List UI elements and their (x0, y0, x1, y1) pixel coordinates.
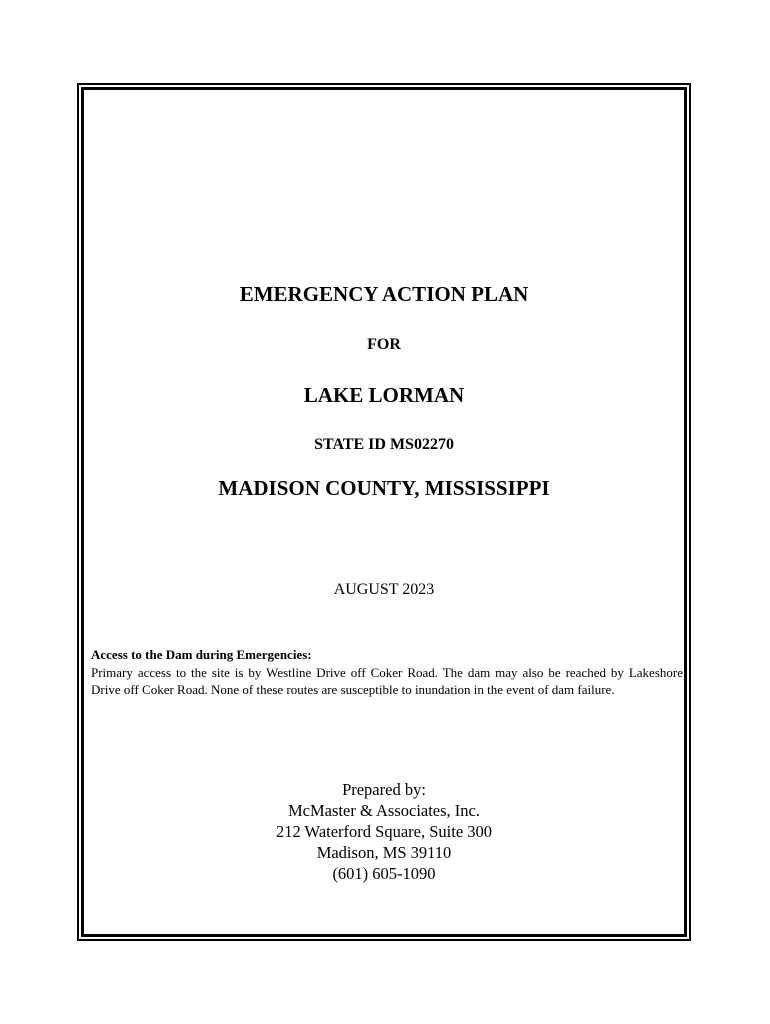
company-name: McMaster & Associates, Inc. (288, 801, 480, 820)
state-id: STATE ID MS02270 (314, 436, 454, 453)
dam-name: LAKE LORMAN (303, 383, 465, 407)
for-label: FOR (367, 336, 401, 353)
access-body: Primary access to the site is by Westline Drive off Coker Road. The dam may also be reached by Lakeshore Drive off Coker Road. None of these routes are susceptible to inundation in the event of dam failure. (91, 664, 683, 697)
prepared-by-label: Prepared by: (342, 780, 426, 799)
address-line-1: 212 Waterford Square, Suite 300 (275, 822, 493, 841)
access-heading: Access to the Dam during Emergencies: (91, 647, 312, 662)
access-section (91, 646, 683, 699)
phone-number: (601) 605-1090 (332, 864, 436, 883)
document-date: AUGUST 2023 (333, 581, 435, 598)
prepared-by-block (80, 779, 688, 884)
document-title: EMERGENCY ACTION PLAN (239, 282, 529, 306)
address-line-2: Madison, MS 39110 (316, 843, 452, 862)
county-state: MADISON COUNTY, MISSISSIPPI (218, 476, 550, 500)
